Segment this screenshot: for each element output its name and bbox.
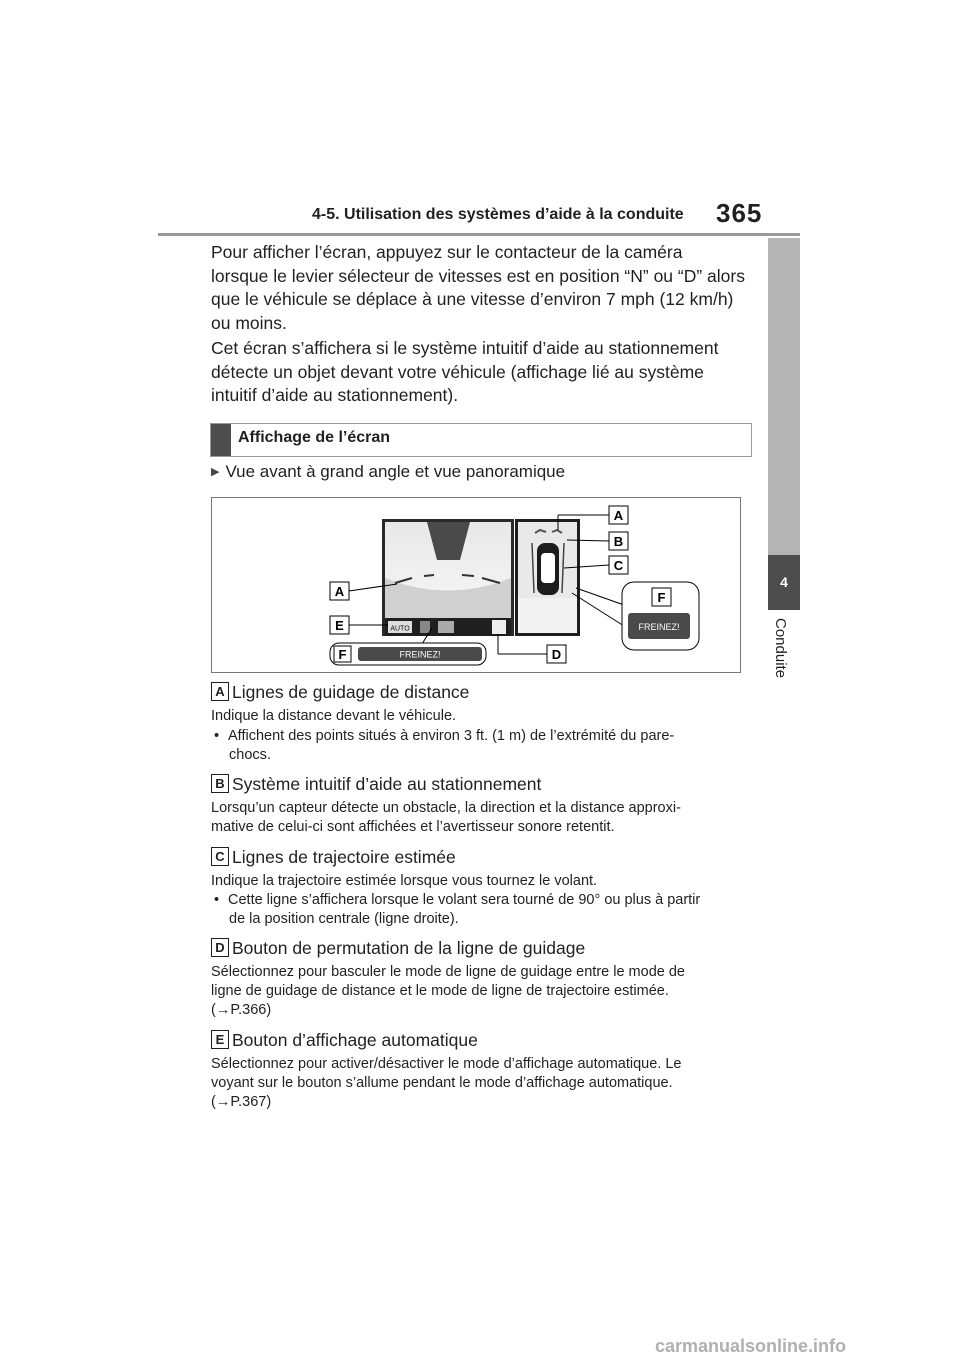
item-c-desc: Indique la trajectoire estimée lorsque vous tournez le volant. bbox=[211, 873, 598, 889]
chapter-label: Conduite bbox=[772, 618, 789, 679]
callout-b bbox=[609, 532, 628, 550]
callout-d bbox=[547, 645, 566, 663]
svg-text:C: C bbox=[613, 558, 624, 573]
section-title: 4-5. Utilisation des systèmes d’aide à la conduite bbox=[312, 206, 684, 223]
brake-warning-text: FREINEZ! bbox=[399, 649, 441, 660]
item-c-key: C bbox=[211, 847, 229, 866]
callout-a-left bbox=[330, 582, 349, 600]
item-a-title: Lignes de guidage de distance bbox=[232, 682, 470, 702]
intro-paragraph-1: Pour afficher l’écran, appuyez sur le contacteur de la caméra lorsque le levier sélecteur de vitesses est en position “N” ou “D” alors que le véhicule se déplace à une vitesse d’environ 7 mph (12 km/h) ou moins. bbox=[211, 242, 745, 333]
callout-e bbox=[330, 616, 349, 634]
item-c-sub-cont: de la position centrale (ligne droite). bbox=[229, 911, 459, 927]
item-b-title: Système intuitif d’aide au stationnement bbox=[232, 774, 542, 794]
callout-c bbox=[609, 556, 628, 574]
view-bullet-text: Vue avant à grand angle et vue panoramique bbox=[225, 462, 566, 481]
item-b-desc-2: mative de celui-ci sont affichées et l’avertisseur sonore retentit. bbox=[211, 819, 615, 835]
brake-warning-enlarged-text: FREINEZ! bbox=[638, 622, 680, 632]
item-c-sub: • Cette ligne s’affichera lorsque le volant sera tourné de 90° ou plus à partir bbox=[214, 892, 701, 908]
camera-screen-illustration bbox=[211, 497, 741, 673]
item-d-key: D bbox=[211, 938, 229, 957]
item-d-desc-1: Sélectionnez pour basculer le mode de ligne de guidage entre le mode de bbox=[211, 964, 685, 980]
svg-text:D: D bbox=[551, 647, 562, 662]
section-heading bbox=[210, 423, 752, 457]
item-e-ref[interactable]: (→P.367) bbox=[211, 1094, 272, 1110]
auto-button-label: AUTO bbox=[390, 625, 410, 633]
item-e-desc-2: voyant sur le bouton s’allume pendant le mode d’affichage automatique. bbox=[211, 1075, 673, 1091]
item-a-sub: • Affichent des points situés à environ 3 ft. (1 m) de l’extrémité du pare- bbox=[214, 728, 675, 744]
screen-diagram bbox=[212, 498, 740, 672]
item-a-sub-cont: chocs. bbox=[229, 747, 271, 763]
svg-text:A: A bbox=[613, 508, 624, 523]
svg-text:A: A bbox=[334, 584, 345, 599]
chapter-number: 4 bbox=[768, 555, 800, 610]
item-d-desc-2: ligne de guidage de distance et le mode de ligne de trajectoire estimée. bbox=[211, 983, 669, 999]
item-a-desc: Indique la distance devant le véhicule. bbox=[211, 708, 457, 724]
item-d-title: Bouton de permutation de la ligne de guidage bbox=[232, 938, 586, 958]
item-e-title: Bouton d’affichage automatique bbox=[232, 1030, 478, 1050]
section-heading-bar bbox=[211, 424, 231, 456]
svg-text:B: B bbox=[613, 534, 624, 549]
item-c-title: Lignes de trajectoire estimée bbox=[232, 847, 456, 867]
header-rule bbox=[158, 233, 800, 236]
intro-paragraph-2: Cet écran s’affichera si le système intuitif d’aide au stationnement détecte un objet devant votre véhicule (affichage lié au système intuitif d’aide au stationnement). bbox=[211, 338, 719, 405]
section-heading-text: Affichage de l’écran bbox=[238, 429, 391, 446]
svg-text:F: F bbox=[338, 647, 347, 662]
page-number: 365 bbox=[716, 198, 763, 228]
footer-watermark[interactable]: carmanualsonline.info bbox=[655, 1336, 847, 1356]
svg-text:F: F bbox=[657, 590, 666, 605]
item-b-key: B bbox=[211, 774, 229, 793]
item-e-key: E bbox=[211, 1030, 229, 1049]
triangle-bullet-icon: ▶ bbox=[211, 466, 220, 478]
item-d-ref[interactable]: (→P.366) bbox=[211, 1002, 272, 1018]
item-b-desc-1: Lorsqu’un capteur détecte un obstacle, la direction et la distance approxi- bbox=[211, 800, 681, 816]
view-bullet bbox=[211, 462, 565, 482]
item-e-desc-1: Sélectionnez pour activer/désactiver le mode d’affichage automatique. Le bbox=[211, 1056, 682, 1072]
callout-a-top bbox=[609, 506, 628, 524]
svg-text:E: E bbox=[335, 618, 344, 633]
item-a-key: A bbox=[211, 682, 229, 701]
guide-switch-button bbox=[492, 620, 506, 634]
